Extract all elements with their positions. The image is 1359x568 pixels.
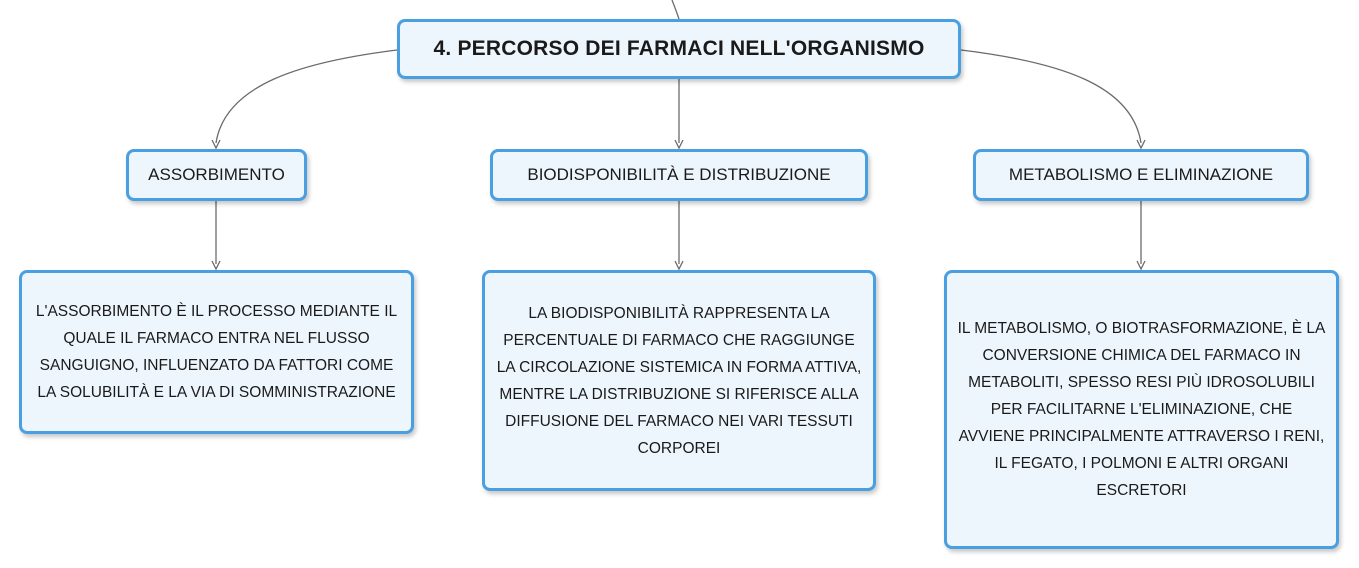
biodisponibilita-description-text: LA BIODISPONIBILITÀ RAPPRESENTA LA PERCENTUALE DI FARMACO CHE RAGGIUNGE LA CIRCOLAZIONE SISTEMICA IN FORMA ATTIVA, MENTRE LA DISTRIBUZIONE SI RIFERISCE ALLA DIFFUSIONE DEL FARMACO NEI VARI TESSUTI CORPOREI bbox=[496, 304, 862, 457]
subtopic-metabolismo-description[interactable] bbox=[944, 270, 1339, 549]
subtopic-assorbimento-description[interactable] bbox=[19, 270, 414, 434]
topic-biodisponibilita-label: BIODISPONIBILITÀ E DISTRIBUZIONE bbox=[527, 165, 831, 184]
topic-biodisponibilita-distribuzione[interactable] bbox=[490, 149, 868, 201]
root-topic-label: 4. PERCORSO DEI FARMACI NELL'ORGANISMO bbox=[433, 37, 925, 60]
connector-root-to-metabolismo bbox=[961, 50, 1141, 143]
topic-assorbimento[interactable] bbox=[126, 149, 307, 201]
assorbimento-description-text: L'ASSORBIMENTO È IL PROCESSO MEDIANTE IL QUALE IL FARMACO ENTRA NEL FLUSSO SANGUIGNO, INFLUENZATO DA FATTORI COME LA SOLUBILITÀ E LA VIA DI SOMMINISTRAZIONE bbox=[35, 303, 398, 401]
subtopic-biodisponibilita-description[interactable] bbox=[482, 270, 876, 491]
metabolismo-description-text: IL METABOLISMO, O BIOTRASFORMAZIONE, È LA CONVERSIONE CHIMICA DEL FARMACO IN METABOLITI, SPESSO RESI PIÙ IDROSOLUBILI PER FACILITARNE L'ELIMINAZIONE, CHE AVVIENE PRINCIPALMENTE ATTRAVERSO I RENI, IL FEGATO, I POLMONI E ALTRI ORGANI ESCRETORI bbox=[957, 320, 1326, 499]
topic-assorbimento-label: ASSORBIMENTO bbox=[148, 165, 285, 184]
topic-metabolismo-eliminazione[interactable] bbox=[973, 149, 1309, 201]
connector-root-to-assorbimento bbox=[216, 50, 397, 143]
connector-from-parent bbox=[672, 0, 679, 19]
topic-metabolismo-label: METABOLISMO E ELIMINAZIONE bbox=[1008, 165, 1274, 184]
root-topic[interactable] bbox=[397, 19, 961, 79]
